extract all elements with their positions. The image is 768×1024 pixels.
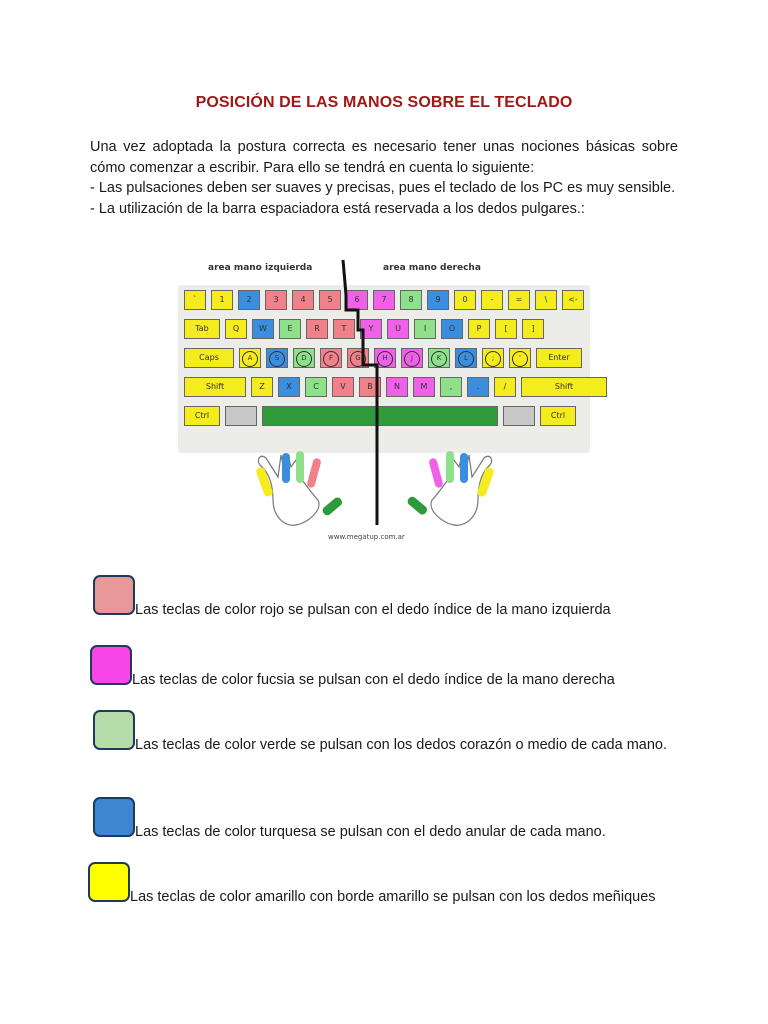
keyboard-key: . [467, 377, 489, 397]
keyboard-key: E [279, 319, 301, 339]
keyboard-key: N [386, 377, 408, 397]
keyboard-key: 5 [319, 290, 341, 310]
keyboard-key: Caps [184, 348, 234, 368]
right-area-label: area mano derecha [383, 263, 481, 273]
home-key-ring: D [296, 351, 312, 367]
right-ring-icon [460, 453, 468, 483]
right-index-icon [428, 457, 443, 488]
legend-text: Las teclas de color fucsia se pulsan con el dedo índice de la mano derecha [132, 672, 615, 688]
keyboard-key: = [508, 290, 530, 310]
keyboard-key: I [414, 319, 436, 339]
keyboard-key: V [332, 377, 354, 397]
keyboard-key: 6 [346, 290, 368, 310]
keyboard-key: [ [495, 319, 517, 339]
keyboard-key: 3 [265, 290, 287, 310]
right-thumb-icon [406, 495, 429, 516]
keyboard-key: W [252, 319, 274, 339]
figure-credit: www.megatup.com.ar [328, 533, 405, 541]
keyboard-key: \ [535, 290, 557, 310]
keyboard-key: - [481, 290, 503, 310]
home-key-ring: F [323, 351, 339, 367]
legend-text: Las teclas de color amarillo con borde amarillo se pulsan con los dedos meñiques [130, 889, 656, 905]
keyboard-key: 1 [211, 290, 233, 310]
keyboard-key: 2 [238, 290, 260, 310]
keyboard-key: Enter [536, 348, 582, 368]
home-key-ring: L [458, 351, 474, 367]
keyboard-key: 8 [400, 290, 422, 310]
home-key-ring: G [350, 351, 366, 367]
keyboard-key: , [440, 377, 462, 397]
keyboard-figure [178, 255, 590, 555]
legend-text: Las teclas de color rojo se pulsan con el dedo índice de la mano izquierda [135, 602, 611, 618]
home-key-ring: H [377, 351, 393, 367]
legend-text: Las teclas de color verde se pulsan con los dedos corazón o medio de cada mano. [135, 737, 667, 753]
keyboard-key: T [333, 319, 355, 339]
keyboard-key: Ctrl [184, 406, 220, 426]
keyboard-key: Z [251, 377, 273, 397]
keyboard-key: <- [562, 290, 584, 310]
keyboard-key: Ctrl [540, 406, 576, 426]
keyboard-key: M [413, 377, 435, 397]
keyboard-key: P [468, 319, 490, 339]
keyboard-key: / [494, 377, 516, 397]
page-title: POSICIÓN DE LAS MANOS SOBRE EL TECLADO [195, 94, 573, 111]
left-middle-icon [296, 451, 304, 483]
keyboard-key: Shift [184, 377, 246, 397]
keyboard-key: 0 [454, 290, 476, 310]
home-key-ring: ; [485, 351, 501, 367]
keyboard-key: X [278, 377, 300, 397]
right-middle-icon [446, 451, 454, 483]
home-key-ring: A [242, 351, 258, 367]
home-key-ring: J [404, 351, 420, 367]
keyboard-key: B [359, 377, 381, 397]
keyboard-key: Shift [521, 377, 607, 397]
keyboard-key: O [441, 319, 463, 339]
keyboard-key: Q [225, 319, 247, 339]
intro-paragraph: - Las pulsaciones deben ser suaves y precisas, pues el teclado de los PC es muy sensible. [90, 180, 676, 196]
keyboard-key: 9 [427, 290, 449, 310]
keyboard-key: ] [522, 319, 544, 339]
keyboard-key: C [305, 377, 327, 397]
left-ring-icon [282, 453, 290, 483]
left-thumb-icon [321, 496, 344, 517]
keyboard-key: 4 [292, 290, 314, 310]
home-key-ring: ' [512, 351, 528, 367]
left-index-icon [306, 457, 321, 488]
home-key-ring: K [431, 351, 447, 367]
intro-paragraph: - La utilización de la barra espaciadora está reservada a los dedos pulgares.: [90, 200, 585, 217]
keyboard-key: Y [360, 319, 382, 339]
legend-text: Las teclas de color turquesa se pulsan con el dedo anular de cada mano. [135, 824, 606, 840]
keyboard-key: 7 [373, 290, 395, 310]
home-key-ring: S [269, 351, 285, 367]
left-area-label: area mano izquierda [208, 263, 313, 273]
keyboard-key: Tab [184, 319, 220, 339]
keyboard-key: U [387, 319, 409, 339]
intro-text [90, 137, 678, 219]
intro-paragraph: Una vez adoptada la postura correcta es necesario tener unas nociones básicas sobre cómo comenzar a escribir. Para ello se tendrá en cuenta lo siguiente: [90, 139, 678, 176]
keyboard-key: ` [184, 290, 206, 310]
keyboard-key: R [306, 319, 328, 339]
